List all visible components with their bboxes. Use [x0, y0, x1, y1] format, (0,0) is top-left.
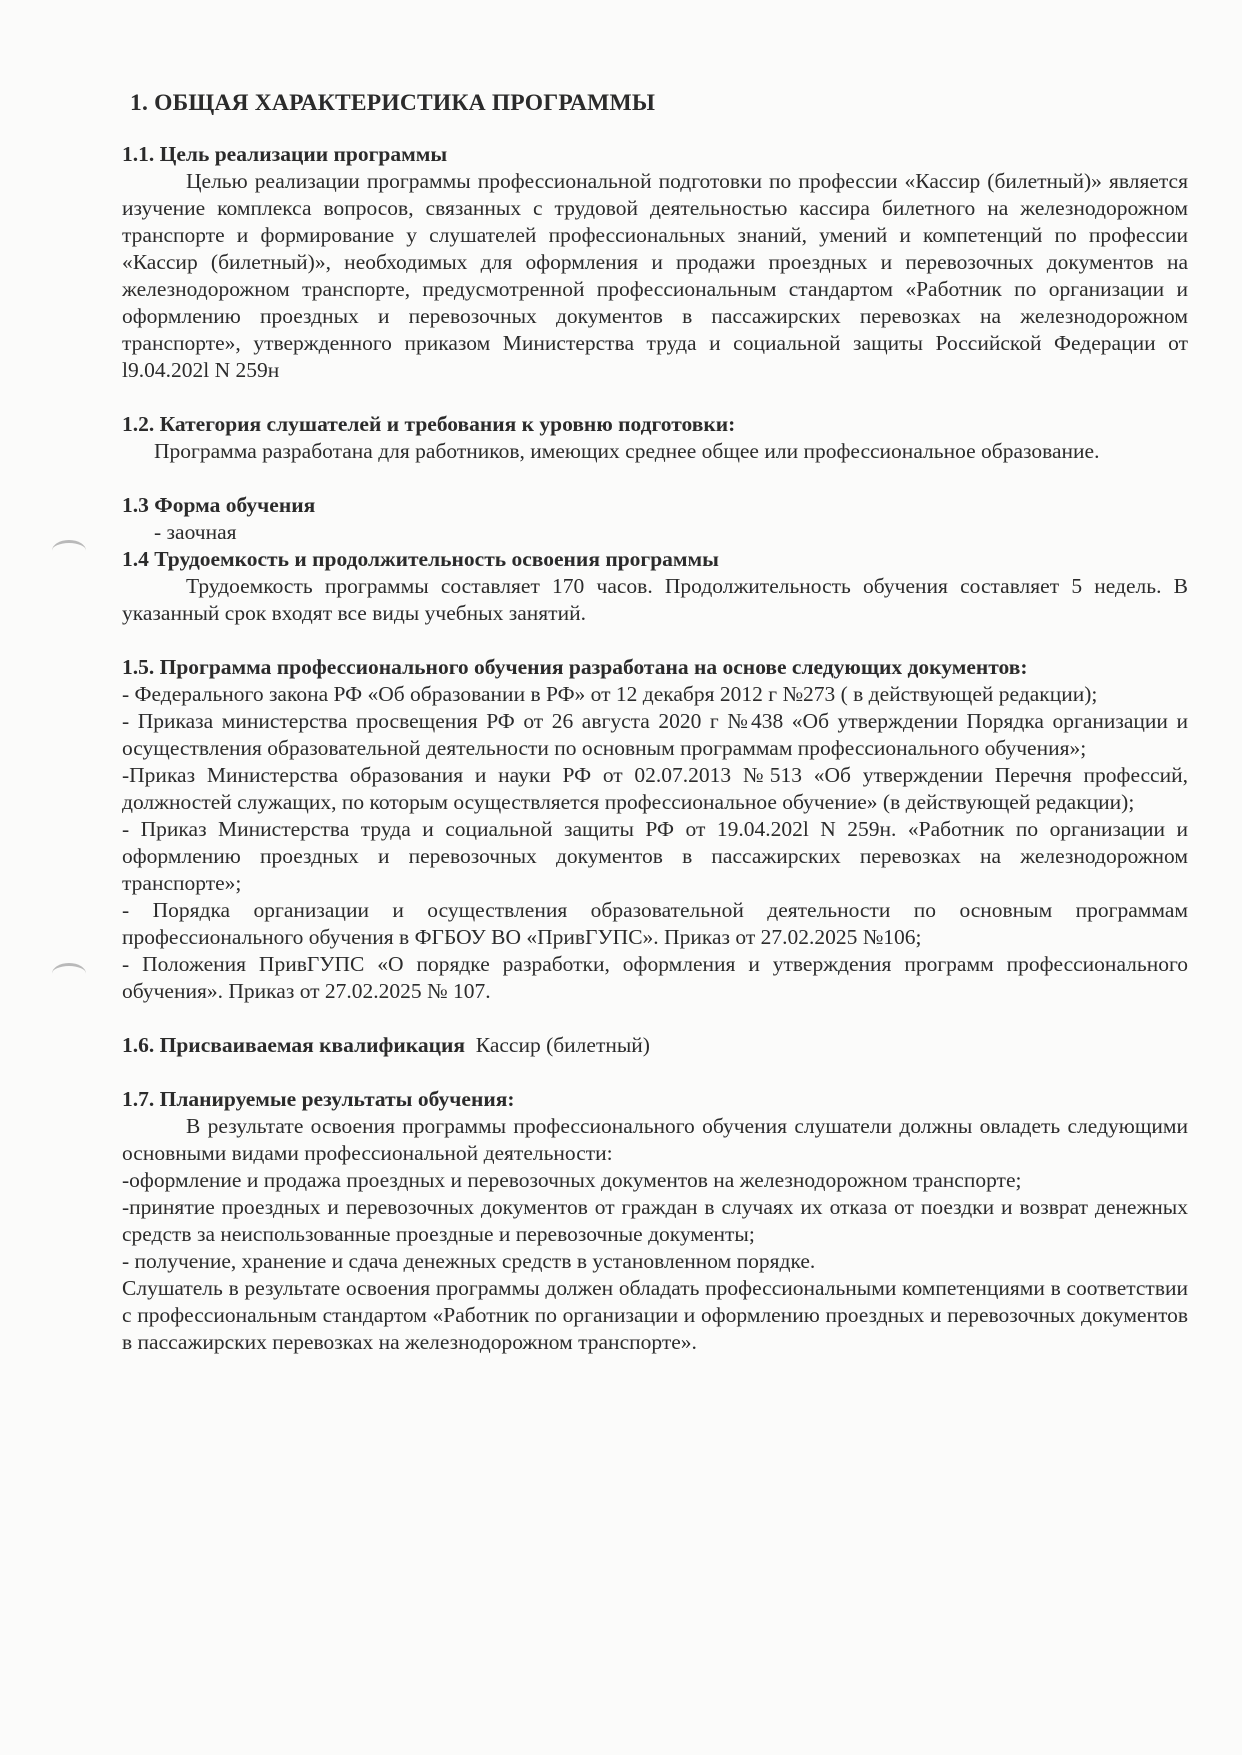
page-title: 1. ОБЩАЯ ХАРАКТЕРИСТИКА ПРОГРАММЫ	[130, 90, 656, 116]
document-list-item: -Приказ Министерства образования и науки РФ от 02.07.2013 №513 «Об утверждении Перечня профессий, должностей служащих, по которым осуществляется профессиональное обучение» (в действующей редакции);	[122, 763, 1188, 814]
section-1-3-heading: 1.3 Форма обучения	[122, 493, 316, 517]
document-list-item: - Приказа министерства просвещения РФ от 26 августа 2020 г №438 «Об утверждении Порядка организации и осуществления образовательной деятельности по основным программам профессионального обучения»;	[122, 709, 1188, 760]
qualification-value: Кассир (билетный)	[475, 1033, 650, 1057]
section-1-4-text: Трудоемкость программы составляет 170 часов. Продолжительность обучения составляет 5 недель. В указанный срок входят все виды учебных занятий.	[122, 574, 1188, 625]
section-1-2-heading: 1.2. Категория слушателей и требования к уровню подготовки:	[122, 412, 736, 436]
section-1-7-outro: Слушатель в результате освоения программы должен обладать профессиональными компетенциями в соответствии с профессиональным стандартом «Работник по организации и оформлению проездных и перевозочных документов в пассажирских перевозках на железнодорожном транспорте».	[122, 1276, 1188, 1354]
document-list-item: - Федерального закона РФ «Об образовании в РФ» от 12 декабря 2012 г №273 ( в действующей редакции);	[122, 682, 1098, 706]
section-1-2-text: Программа разработана для работников, имеющих среднее общее или профессиональное образование.	[154, 439, 1100, 463]
activity-list-item: -оформление и продажа проездных и перевозочных документов на железнодорожном транспорте;	[122, 1168, 1022, 1192]
section-1-3-text: - заочная	[154, 520, 237, 544]
scan-artifact	[52, 540, 86, 561]
section-1-6-heading: 1.6. Присваиваемая квалификация	[122, 1033, 466, 1057]
section-1-6-line	[122, 1032, 1188, 1059]
section-1-5-heading: 1.5. Программа профессионального обучения разработана на основе следующих документов:	[122, 655, 1028, 679]
activity-list-item: -принятие проездных и перевозочных документов от граждан в случаях их отказа от поездки и возврат денежных средств за неиспользованные проездные и перевозочные документы;	[122, 1195, 1188, 1246]
section-1-1-heading: 1.1. Цель реализации программы	[122, 142, 448, 166]
document-list-item: - Положения ПривГУПС «О порядке разработки, оформления и утверждения программ профессионального обучения». Приказ от 27.02.2025 № 107.	[122, 952, 1188, 1003]
scan-artifact	[52, 963, 86, 984]
document-list-item: - Порядка организации и осуществления образовательной деятельности по основным программам профессионального обучения в ФГБОУ ВО «ПривГУПС». Приказ от 27.02.2025 №106;	[122, 898, 1188, 949]
section-1-4-heading: 1.4 Трудоемкость и продолжительность освоения программы	[122, 547, 719, 571]
section-1-7-heading: 1.7. Планируемые результаты обучения:	[122, 1087, 515, 1111]
document-list-item: - Приказ Министерства труда и социальной защиты РФ от 19.04.202l N 259н. «Работник по организации и оформлению проездных и перевозочных документов в пассажирских перевозках на железнодорожном транспорте»;	[122, 817, 1188, 895]
section-1-1-text: Целью реализации программы профессиональной подготовки по профессии «Кассир (билетный)» является изучение комплекса вопросов, связанных с трудовой деятельностью кассира билетного на железнодорожном транспорте и формирование у слушателей профессиональных знаний, умений и компетенций по профессии «Кассир (билетный)», необходимых для оформления и продажи проездных и перевозочных документов на железнодорожном транспорте, предусмотренной профессиональным стандартом «Работник по организации и оформлению проездных и перевозочных документов в пассажирских перевозках на железнодорожном транспорте», утвержденного приказом Министерства труда и социальной защиты Российской Федерации от l9.04.202l N 259н	[122, 169, 1188, 382]
activity-list-item: - получение, хранение и сдача денежных средств в установленном порядке.	[122, 1249, 816, 1273]
document-body	[122, 90, 1188, 1356]
section-1-7-intro: В результате освоения программы профессионального обучения слушатели должны овладеть следующими основными видами профессиональной деятельности:	[122, 1114, 1188, 1165]
